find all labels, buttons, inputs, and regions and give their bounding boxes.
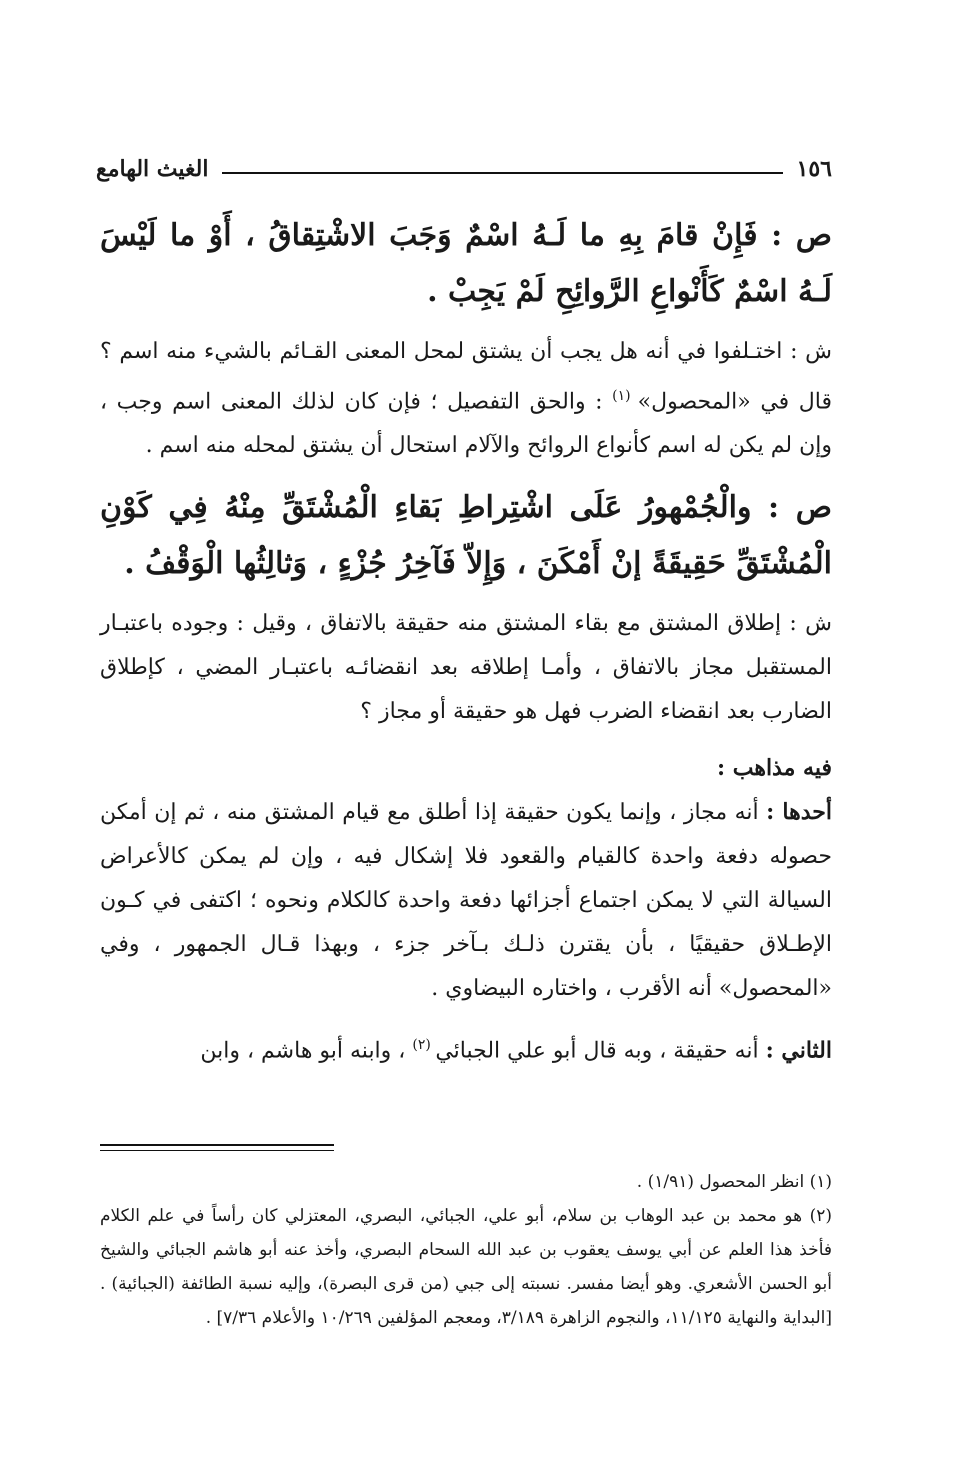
opinion-label: أحدها : bbox=[766, 799, 832, 826]
sharh-text: ش : اختـلفوا في أنه هل يجب أن يشتق لمحل المعنى القـائم بالشيء منه اسم ؟ قال في «المحصول» bbox=[100, 339, 832, 415]
footnote: (٢) هو محمد بن عبد الوهاب بن سلام، أبو علي، الجبائي، البصري، المعتزلي كان رأساً في علم الكلام فأخذ هذا العلم عن أبي يوسف يعقوب بن عبد الله السحام البصري، وأخذ عنه أبو هاشم الجبائي والشيخ أبو الحسن الأشعري. وهو أيضا مفسر. نسبته إلى جبي (من قرى البصرة)، وإليه نسبة الطائفة (الجبائية) . [البداية والنهاية ١١/١٢٥، والنجوم الزاهرة ٣/١٨٩، ومعجم المؤلفين ١٠/٢٦٩ والأعلام ٧/٣٦] . bbox=[100, 1206, 832, 1328]
footnote-separator bbox=[100, 1144, 334, 1151]
opinion-text: أنه حقيقة ، وبه قال أبو علي الجبائي bbox=[435, 1038, 766, 1064]
footnote-ref[interactable]: (١) bbox=[612, 388, 638, 404]
running-title: الغيث الهامع bbox=[96, 156, 209, 182]
opinion-paragraph bbox=[100, 790, 832, 1011]
sharh-paragraph: ش : إطلاق المشتق مع بقاء المشتق منه حقيقة بالاتفاق ، وقيل : وجوده باعتبـار المستقبل مجاز بالاتفاق ، وأمـا إطلاقه بعد انقضائـه باعتبـار المضي ، كإطلاق الضارب بعد انقضاء الضرب فهل هو حقيقة أو مجاز ؟ bbox=[100, 611, 832, 725]
footnote: (١) انظر المحصول (١/٩١) . bbox=[636, 1172, 832, 1192]
opinion-label: الثاني : bbox=[765, 1037, 832, 1064]
sharh-text: : والحق التفصيل ؛ فإن كان لذلك المعنى اسم وجب ، وإن لم يكن له اسم كأنواع الروائح والآلام استحال أن يشتق لمحله منه اسم . bbox=[100, 389, 832, 459]
main-text bbox=[100, 208, 832, 1086]
opinion-text: ، وابنه أبو هاشم ، وابن bbox=[200, 1038, 413, 1064]
page-number: ١٥٦ bbox=[796, 156, 832, 182]
opinion-paragraph bbox=[100, 1023, 832, 1073]
matn-paragraph: ص : فَإِنْ قامَ بِهِ ما لَـهُ اسْمٌ وَجَبَ الاشْتِقاقُ ، أَوْ ما لَيْسَ لَـهُ اسْمٌ كَأَنْواعِ الرَّوائِحِ لَمْ يَجِبْ . bbox=[100, 218, 832, 309]
footnote-ref[interactable]: (٢) bbox=[412, 1037, 436, 1054]
page-header bbox=[96, 146, 832, 182]
section-heading: فيه مذاهب : bbox=[716, 755, 832, 782]
sharh-paragraph bbox=[100, 330, 832, 468]
opinion-text: أنه مجاز ، وإنما يكون حقيقة إذا أطلق مع قيام المشتق منه ، ثم إن أمكن حصوله دفعة واحدة كالقيام والقعود فلا إشكال فيه ، وإن لم يمكن كالأعراض السيالة التي لا يمكن اجتماع أجزائها دفعة واحدة كالكلام ونحوه ؛ اكتفى في كـون الإطـلاق حقيقيًا ، بأن يقترن ذلـك بـآخر جزء ، وبهذا قـال الجمهور ، وفي «المحصول» أنه الأقرب ، واختاره البيضاوي . bbox=[100, 800, 832, 1002]
matn-paragraph: ص : والْجُمْهورُ عَلَى اشْتِراطِ بَقاءِ الْمُشْتَقِّ مِنْهُ فِي كَوْنِ الْمُشْتَقِّ حَقِيقَةً إنْ أَمْكَنَ ، وَإِلاّ فَآخِرُ جُزْءٍ ، وَثالِثُها الْوَقْفُ . bbox=[100, 490, 832, 582]
header-rule bbox=[222, 172, 782, 174]
footnotes bbox=[100, 1165, 832, 1335]
